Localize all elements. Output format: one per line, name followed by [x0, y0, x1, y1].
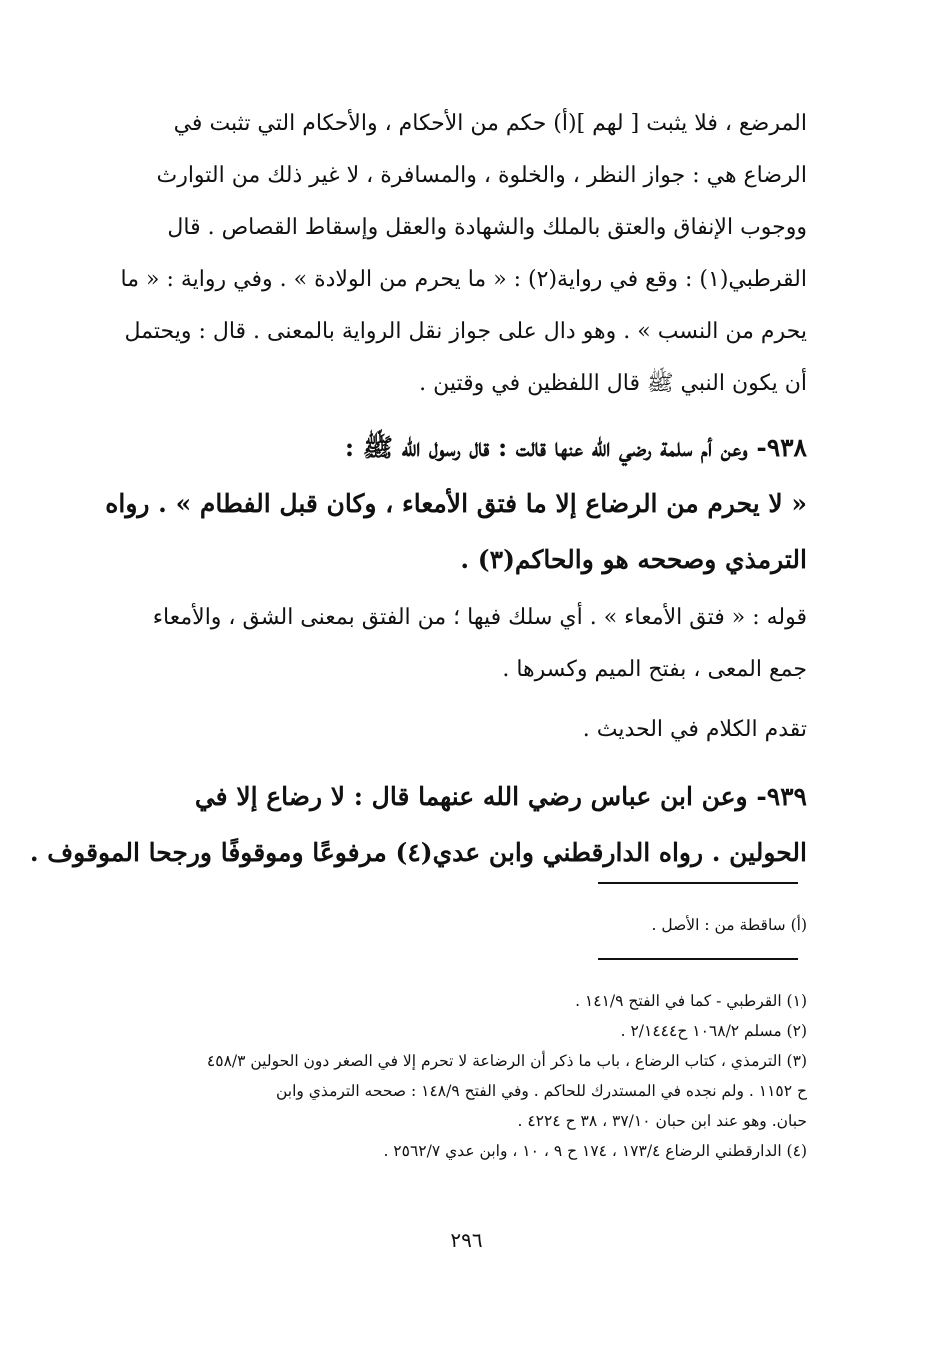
- footnote-line: حبان. وهو عند ابن حبان ٣٧/١٠ ، ٣٨ ح ٤٢٢٤ .: [517, 1112, 807, 1130]
- hadith-line: ٩٣٨- وعن أم سلمة رضي الله عنها قالت : قال رسول الله ﷺ :: [344, 433, 807, 462]
- footnote-line: (٤) الدارقطني الرضاع ١٧٣/٤ ، ١٧٤ ح ٩ ، ١٠ ، وابن عدي ٢٥٦٢/٧ .: [383, 1142, 807, 1160]
- text-line: ووجوب الإنفاق والعتق بالملك والشهادة والعقل وإسقاط القصاص . قال: [167, 215, 807, 240]
- footnote-line: (أ) ساقطة من : الأصل .: [651, 916, 807, 934]
- footnote-divider: [598, 958, 798, 960]
- footnote-line: (١) القرطبي - كما في الفتح ١٤١/٩ .: [575, 992, 807, 1010]
- footnote-alpha: [132, 910, 807, 940]
- text-line: قوله : « فتق الأمعاء » . أي سلك فيها ؛ من الفتق بمعنى الشق ، والأمعاء: [152, 605, 807, 630]
- commentary-paragraph-1: [120, 98, 807, 410]
- footnote-divider: [598, 882, 798, 884]
- hadith-line: « لا يحرم من الرضاع إلا ما فتق الأمعاء ، وكان قبل الفطام » . رواه: [105, 489, 807, 518]
- text-line: القرطبي(١) : وقع في رواية(٢) : « ما يحرم من الولادة » . وفي رواية : « ما: [120, 267, 807, 292]
- text-line: أن يكون النبي ﷺ قال اللفظين في وقتين .: [419, 371, 807, 396]
- text-line: الرضاع هي : جواز النظر ، والخلوة ، والمسافرة ، لا غير ذلك من التوارث: [156, 163, 807, 188]
- footnote-line: (٢) مسلم ١٠٦٨/٢ ح٢/١٤٤٤ .: [620, 1022, 807, 1040]
- footnote-line: (٣) الترمذي ، كتاب الرضاع ، باب ما ذكر أن الرضاعة لا تحرم إلا في الصغر دون الحولين ٤٥٨/٣: [206, 1052, 807, 1070]
- text-line: جمع المعى ، بفتح الميم وكسرها .: [502, 657, 807, 682]
- hadith-line: الترمذي وصححه هو والحاكم(٣) .: [460, 545, 807, 574]
- commentary-paragraph-2: [132, 592, 807, 696]
- commentary-paragraph-3: [132, 704, 807, 756]
- hadith-line: ٩٣٩- وعن ابن عباس رضي الله عنهما قال : لا رضاع إلا في: [194, 782, 807, 811]
- footnote-line: ح ١١٥٢ . ولم نجده في المستدرك للحاكم . وفي الفتح ١٤٨/٩ : صححه الترمذي وابن: [275, 1082, 807, 1100]
- hadith-line: الحولين . رواه الدارقطني وابن عدي(٤) مرفوعًا وموقوفًا ورجحا الموقوف .: [29, 838, 807, 867]
- hadith-939: [29, 769, 807, 881]
- footnotes: [132, 986, 807, 1166]
- hadith-938: [105, 420, 807, 588]
- page-number: ٢٩٦: [450, 1228, 483, 1252]
- text-line: المرضع ، فلا يثبت [ لهم ](أ) حكم من الأحكام ، والأحكام التي تثبت في: [173, 111, 807, 136]
- text-line: تقدم الكلام في الحديث .: [582, 717, 807, 742]
- text-line: يحرم من النسب » . وهو دال على جواز نقل الرواية بالمعنى . قال : ويحتمل: [124, 319, 807, 344]
